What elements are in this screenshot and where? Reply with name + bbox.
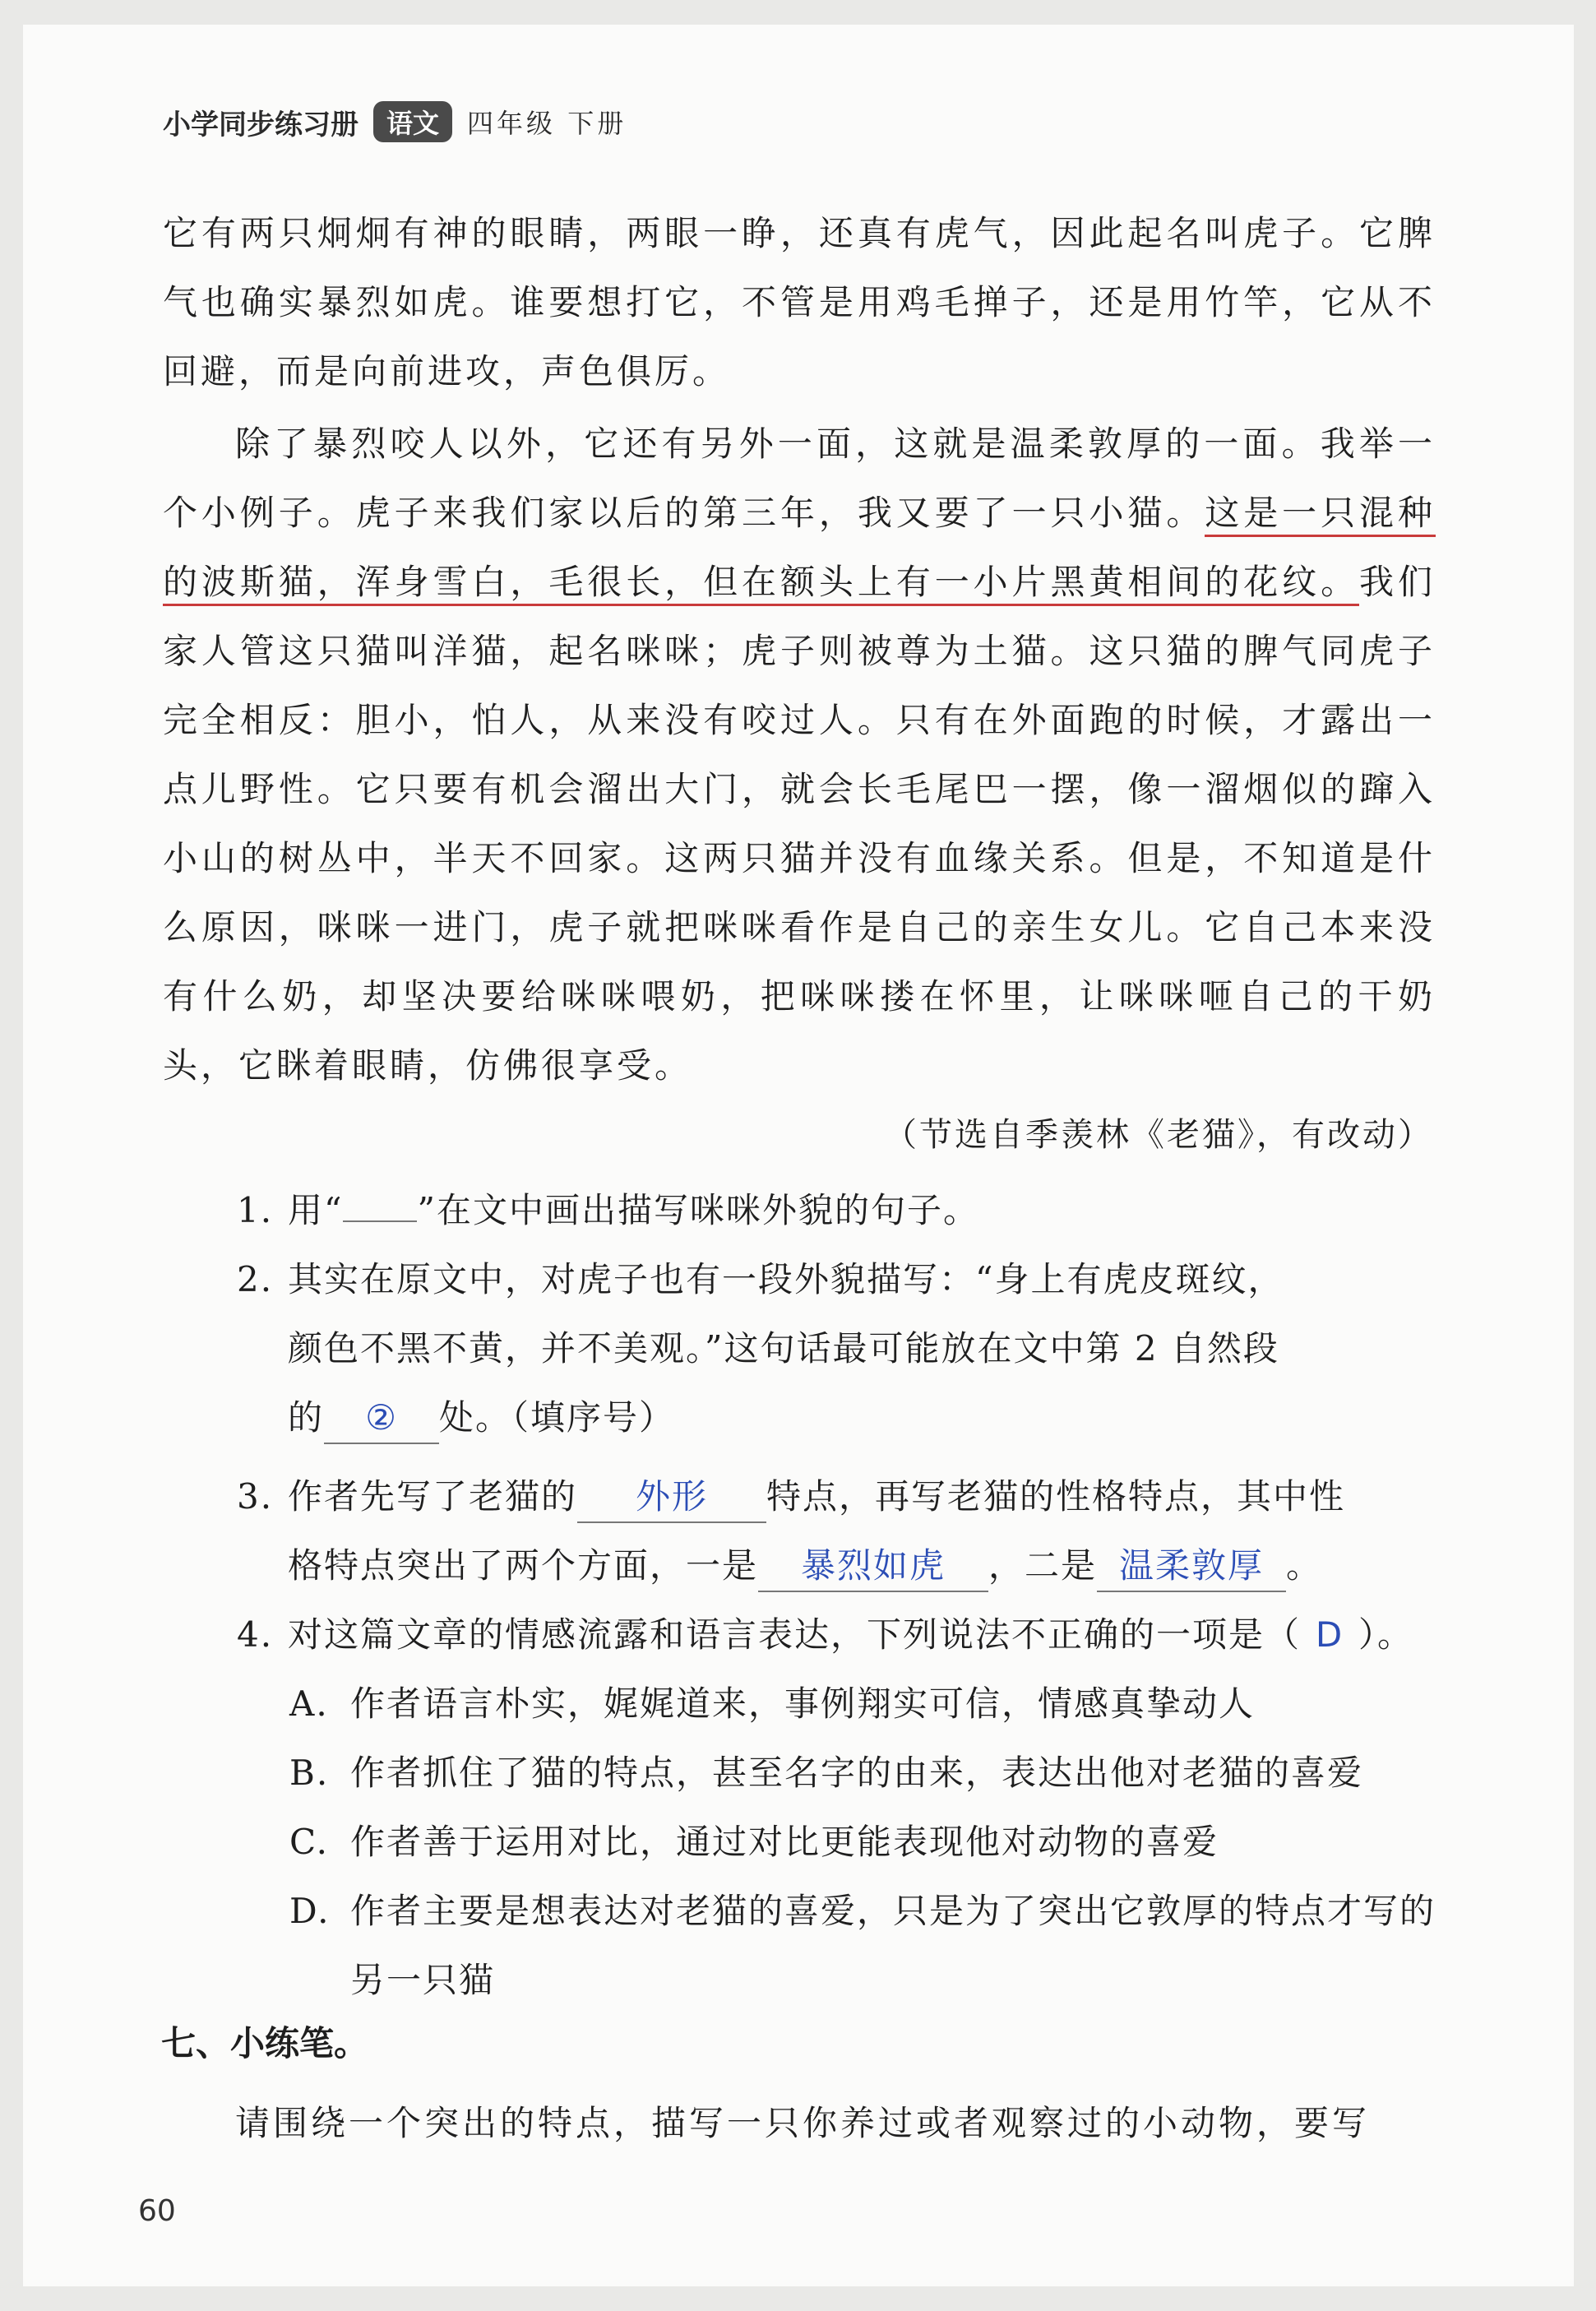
question-3-line-2-pre: 格特点突出了两个方面，一是 bbox=[288, 1545, 759, 1586]
question-2-line-3-post: 处。（填序号） bbox=[439, 1397, 676, 1438]
question-3-line-2 bbox=[288, 1531, 1439, 1600]
underlined-appearance-sentence: 这是一只混种的波斯猫，浑身雪白，毛很长，但在额头上有一小片黑黄相间的花纹。 bbox=[163, 493, 1436, 606]
question-text bbox=[288, 1245, 1439, 1452]
question-4-text-post: ）。 bbox=[1358, 1614, 1414, 1655]
question-number: 1. bbox=[237, 1190, 274, 1230]
question-2-line-2: 颜色不黑不黄，并不美观。”这句话最可能放在文中第 2 自然段 bbox=[288, 1328, 1279, 1369]
question-text bbox=[288, 1462, 1439, 1600]
question-text bbox=[288, 1600, 1439, 1670]
underline-symbol bbox=[343, 1220, 417, 1222]
question-2-line-3 bbox=[288, 1383, 1439, 1452]
page-number: 60 bbox=[138, 2194, 176, 2228]
answer-choice-q4[interactable]: D bbox=[1315, 1614, 1344, 1655]
book-series-title: 小学同步练习册 bbox=[163, 108, 359, 141]
option-letter: A. bbox=[289, 1683, 329, 1724]
question-3-line-1-post: 特点，再写老猫的性格特点，其中性 bbox=[766, 1476, 1346, 1517]
question-3-line-1 bbox=[288, 1462, 1439, 1531]
answer-blank-q3-3[interactable]: 温柔敦厚 bbox=[1097, 1541, 1286, 1592]
page-header bbox=[163, 97, 627, 146]
question-3-line-2-mid: ，二是 bbox=[988, 1545, 1098, 1586]
question-1-text-post: ”在文中画出描写咪咪外貌的句子。 bbox=[417, 1190, 979, 1230]
option-text: 作者善于运用对比，通过对比更能表现他对动物的喜爱 bbox=[350, 1822, 1219, 1862]
passage-source: （节选自季羡林《老猫》，有改动） bbox=[884, 1116, 1433, 1154]
question-number: 2. bbox=[237, 1259, 274, 1299]
question-number: 4. bbox=[237, 1614, 274, 1655]
section-7-title: 七、小练笔。 bbox=[161, 2023, 369, 2063]
question-2-line-3-pre: 的 bbox=[288, 1397, 325, 1438]
paragraph-2-text-after: 我们家人管这只猫叫洋猫，起名咪咪；虎子则被尊为土猫。这只猫的脾气同虎子完全相反：胆小，怕人，从来没有咬过人。只有在外面跑的时候，才露出一点儿野性。它只要有机会溜出大门，就会长毛尾巴一摆，像一溜烟似的蹿入小山的树丛中，半天不回家。这两只猫并没有血缘关系。但是，不知道是什么原因，咪咪一进门，虎子就把咪咪看作是自己的亲生女儿。它自己本来没有什么奶，却坚决要给咪咪喂奶，把咪咪搂在怀里，让咪咪咂自己的干奶头，它眯着眼睛，仿佛很享受。 bbox=[163, 562, 1436, 1086]
option-letter: B. bbox=[289, 1753, 330, 1793]
answer-blank-q3-1[interactable]: 外形 bbox=[577, 1472, 766, 1523]
question-2-line-1: 其实在原文中，对虎子也有一段外貌描写：“身上有虎皮斑纹， bbox=[288, 1259, 1284, 1299]
question-3-line-2-post: 。 bbox=[1286, 1545, 1323, 1586]
question-text bbox=[288, 1176, 1439, 1245]
answer-blank-q2[interactable]: ② bbox=[324, 1393, 439, 1444]
passage-paragraph-2 bbox=[163, 410, 1436, 1100]
question-4-text-pre: 对这篇文章的情感流露和语言表达，下列说法不正确的一项是（ bbox=[288, 1614, 1302, 1655]
option-letter: C. bbox=[289, 1822, 329, 1862]
paragraph-2-text-before: 除了暴烈咬人以外，它还有另外一面，这就是温柔敦厚的一面。我举一个小例子。虎子来我们家以后的第三年，我又要了一只小猫。 bbox=[163, 424, 1436, 533]
grade-label: 四年级 下册 bbox=[467, 108, 627, 139]
question-1-text-pre: 用“ bbox=[288, 1190, 344, 1230]
question-3-line-1-pre: 作者先写了老猫的 bbox=[288, 1476, 578, 1517]
answer-blank-q3-2[interactable]: 暴烈如虎 bbox=[758, 1541, 988, 1592]
option-text: 作者抓住了猫的特点，甚至名字的由来，表达出他对老猫的喜爱 bbox=[350, 1753, 1364, 1793]
writing-task-prompt: 请围绕一个突出的特点，描写一只你养过或者观察过的小动物，要写 bbox=[235, 2103, 1371, 2143]
option-text: 作者语言朴实，娓娓道来，事例翔实可信，情感真挚动人 bbox=[350, 1683, 1256, 1724]
passage-paragraph-1: 它有两只炯炯有神的眼睛，两眼一睁，还真有虎气，因此起名叫虎子。它脾气也确实暴烈如虎。谁要想打它，不管是用鸡毛掸子，还是用竹竿，它从不回避，而是向前进攻，声色俱厉。 bbox=[163, 213, 1436, 391]
option-letter: D. bbox=[289, 1891, 331, 1931]
option-text: 作者主要是想表达对老猫的喜爱，只是为了突出它敦厚的特点才写的另一只猫 bbox=[350, 1891, 1436, 2000]
subject-badge: 语文 bbox=[373, 101, 452, 142]
question-number: 3. bbox=[237, 1476, 274, 1517]
